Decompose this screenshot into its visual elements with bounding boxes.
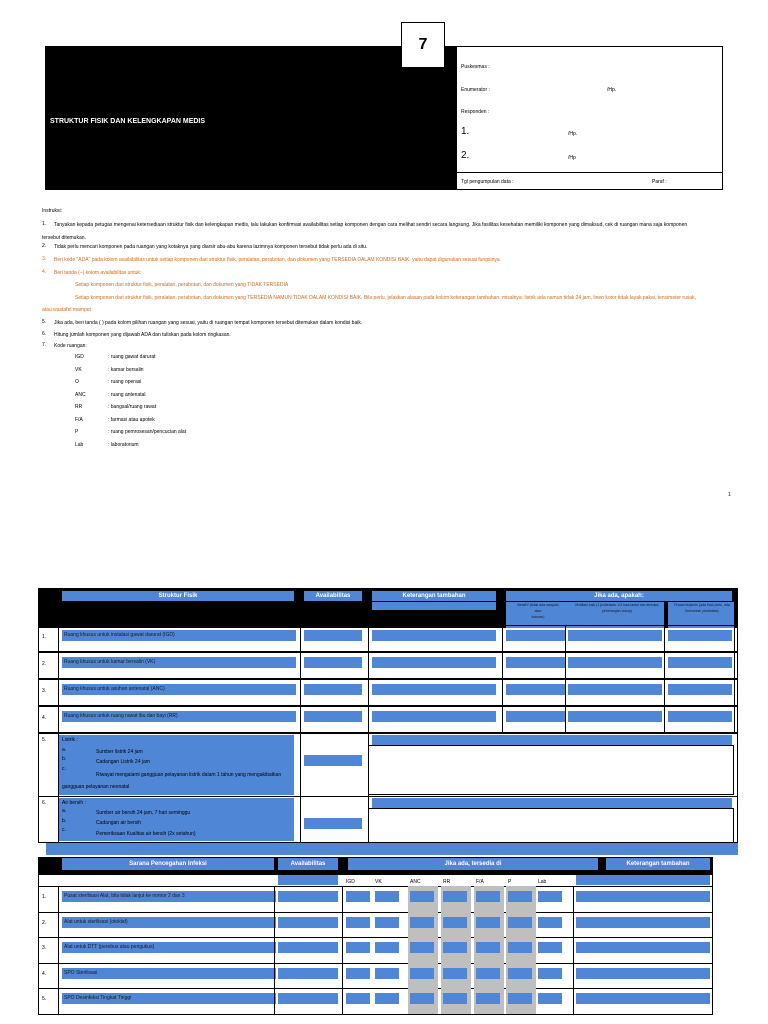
room-checkbox[interactable] [508, 891, 532, 902]
col-divider [573, 988, 574, 1014]
col-divider [734, 652, 735, 679]
page-number-box: 7 [401, 22, 445, 68]
col-divider [342, 886, 343, 912]
room-checkbox[interactable] [443, 942, 467, 953]
room-code: ANC [75, 391, 86, 398]
instr-1-num: 1. [42, 221, 47, 227]
listrik-availability-input[interactable] [304, 755, 362, 766]
listrik-b-mark: b. [62, 756, 67, 762]
col-divider [573, 937, 574, 963]
ventilasi-input[interactable] [568, 657, 662, 668]
room-checkbox[interactable] [410, 968, 434, 979]
keterangan-input[interactable] [576, 942, 710, 953]
instr-4b: Setiap komponen dari struktur fisik, peralatan, perabotan, dan dokumen yang TERSEDIA NAMUN TIDAK DALAM KONDISI BAIK. Bila perlu, jelaskan alasan pada kolom keterangan tambahan, misalnya: listrik ada namun tidak 24 jam, linen kotor tidak layak pakai, tensimeter rusak, [75, 295, 696, 301]
col-divider [565, 625, 566, 652]
room-header: RR [443, 879, 451, 885]
bersih-input[interactable] [506, 630, 566, 641]
sarana-item-label: SPO Sterilisasi [62, 968, 276, 979]
col-divider [368, 679, 369, 706]
instr-7: Kode ruangan: [54, 343, 87, 349]
room-checkbox[interactable] [410, 891, 434, 902]
col-divider [502, 652, 503, 679]
listrik-a-mark: a. [62, 747, 67, 753]
col-divider [300, 625, 301, 652]
col-divider [342, 912, 343, 938]
room-checkbox[interactable] [346, 942, 370, 953]
col-divider [502, 679, 503, 706]
instr-6: Hitung jumlah komponen yang dijawab ADA dan tuliskan pada kolom ringkasan. [54, 332, 231, 338]
col-divider [300, 706, 301, 733]
keterangan-input[interactable] [576, 891, 710, 902]
air-label: Air bersih : [62, 800, 86, 806]
room-checkbox[interactable] [346, 917, 370, 928]
row-number: 3. [42, 945, 47, 951]
table2-header-avail: Availabilitas [278, 858, 338, 870]
room-checkbox[interactable] [538, 917, 562, 928]
col-divider [664, 679, 665, 706]
table1-sub-ventilasi: Ventilasi baik (1 jendela/ac 1/3 luas lantai dan terbuka, penerangan cukup) [568, 602, 664, 628]
room-checkbox[interactable] [476, 942, 500, 953]
room-code: RR [75, 404, 83, 410]
bersih-input[interactable] [506, 711, 566, 722]
col-divider [274, 937, 275, 963]
air-c-mark: c. [62, 827, 66, 833]
room-checkbox[interactable] [443, 968, 467, 979]
room-checkbox[interactable] [410, 917, 434, 928]
instr-2-num: 2. [42, 243, 47, 249]
instructions-heading: Instruksi: [42, 208, 63, 214]
room-checkbox[interactable] [476, 917, 500, 928]
table1-header-jika: Jika ada, apakah: [506, 591, 732, 601]
col-divider [274, 988, 275, 1014]
availability-input[interactable] [278, 891, 338, 902]
availability-input[interactable] [304, 684, 362, 695]
room-checkbox[interactable] [476, 891, 500, 902]
col-divider [58, 937, 59, 963]
paraf-field[interactable]: Paraf : [652, 179, 667, 185]
keterangan-input[interactable] [372, 684, 496, 695]
room-checkbox[interactable] [538, 942, 562, 953]
responden-2-hp: /Hp [568, 155, 576, 161]
col-divider [274, 886, 275, 912]
listrik-label: Listrik : [62, 737, 78, 743]
col-divider [58, 706, 59, 733]
col-divider [664, 706, 665, 733]
table1-header-avail: Availabilitas [304, 591, 362, 601]
keterangan-input[interactable] [576, 993, 710, 1004]
table1-sub-privasi: Privasi terjamin (ada tirai/ pintu, ada tirai/sekat/ pembatas) [668, 602, 734, 628]
col-divider [274, 912, 275, 938]
room-code-desc: : ruang operasi [108, 379, 142, 385]
room-checkbox[interactable] [375, 917, 399, 928]
col-divider [664, 652, 665, 679]
col-divider [58, 733, 59, 843]
col-divider [502, 625, 503, 652]
col-divider [573, 912, 574, 938]
col-divider [58, 886, 59, 912]
room-checkbox[interactable] [443, 993, 467, 1004]
room-header: P [508, 879, 512, 885]
col-divider [573, 963, 574, 989]
col-divider [342, 963, 343, 989]
room-code: Lab [75, 441, 84, 448]
availability-input[interactable] [304, 630, 362, 641]
privasi-input[interactable] [668, 657, 732, 668]
sarana-item-label: SPO Desinfeksi Tingkat Tinggi [62, 993, 276, 1004]
table2-ket-col-head [576, 875, 710, 885]
room-checkbox[interactable] [375, 891, 399, 902]
instr-4c: atau wastafel mampet [42, 307, 91, 313]
table1-bottom-bar [46, 843, 738, 855]
room-checkbox[interactable] [538, 968, 562, 979]
room-checkbox[interactable] [508, 993, 532, 1004]
table1-header-ket: Keterangan tambahan [372, 591, 496, 601]
page-title: STRUKTUR FISIK DAN KELENGKAPAN MEDIS [50, 118, 206, 125]
sub1-a: Bersih* (tidak ada sampah [517, 603, 559, 607]
enumerator-field[interactable]: Enumerator : [461, 87, 490, 93]
listrik-c-mark: c. [62, 766, 66, 772]
privasi-input[interactable] [668, 711, 732, 722]
availability-input[interactable] [278, 917, 338, 928]
bersih-input[interactable] [506, 657, 566, 668]
privasi-input[interactable] [668, 684, 732, 695]
room-code: F/A [75, 416, 83, 423]
air-keterangan-area [368, 808, 734, 843]
col-divider [368, 652, 369, 679]
row-number: 2. [42, 661, 47, 667]
room-code: O [75, 379, 79, 385]
air-a-mark: a. [62, 808, 67, 814]
responden-1-hp: /Hp. [568, 131, 578, 137]
col-divider [502, 706, 503, 733]
instr-1: Tanyakan kepada petugas mengenai ketersediaan struktur fisik dan kelengkapan medis, lalu lakukan konfirmasi availabilitas setiap komponen dengan cara melihat sendiri secara langsung. Jika fasilitas kesehatan memiliki komponen yang dimaksud, cek di ruangan mana saja komponen [54, 222, 688, 228]
instr-7-num: 7. [42, 342, 47, 348]
bersih-input[interactable] [506, 684, 566, 695]
room-code-desc: : laboratorium [108, 441, 139, 448]
ventilasi-input[interactable] [568, 630, 662, 641]
room-code-desc: : kamar bersalin [108, 366, 144, 373]
room-checkbox[interactable] [443, 891, 467, 902]
col-divider [734, 625, 735, 652]
room-checkbox[interactable] [508, 917, 532, 928]
row-number: 5. [42, 996, 47, 1002]
instr-4-num: 4. [42, 269, 47, 275]
responden-2[interactable]: 2. [461, 150, 470, 161]
keterangan-input[interactable] [576, 917, 710, 928]
struktur-item-label: Ruang khusus untuk kamar bersalin (VK) [62, 657, 296, 668]
room-code-desc: : ruang antenatal [108, 391, 146, 398]
responden-field[interactable]: Responden : [461, 109, 490, 115]
room-checkbox[interactable] [375, 993, 399, 1004]
room-code-desc: : ruang pemrosesan/pencucian alat [108, 429, 187, 435]
listrik-c: Riwayat mengalami gangguan pelayanan listrik dalam 1 tahun yang mengakibatkan [96, 772, 282, 778]
instr-6-num: 6. [42, 331, 47, 337]
table2-header-ket: Keterangan tambahan [606, 858, 710, 870]
row-number: 6. [42, 800, 47, 806]
instr-4: Beri tanda (–) kolom availabilitas untuk: [54, 270, 142, 276]
table1-ket-sub [372, 602, 496, 610]
room-checkbox[interactable] [346, 968, 370, 979]
sarana-item-label: Alat untuk sterilisasi (otoklaf) [62, 917, 276, 928]
room-checkbox[interactable] [508, 942, 532, 953]
col-divider [565, 706, 566, 733]
col-divider [368, 733, 369, 843]
sub1-c: kotoran) [531, 615, 545, 619]
table1-header-struktur: Struktur Fisik [62, 591, 294, 601]
row-number: 4. [42, 970, 47, 977]
room-checkbox[interactable] [538, 993, 562, 1004]
responden-1[interactable]: 1. [461, 126, 470, 137]
table2-header-sarana: Sarana Pencegahan Infeksi [62, 858, 274, 870]
col-divider [58, 625, 59, 652]
instr-4a: Setiap komponen dari struktur fisik, peralatan, perabotan, dan dokumen yang TIDAK TERSEDIA [75, 282, 289, 288]
row-number: 2. [42, 919, 47, 926]
enumerator-hp: /Hp. [607, 87, 617, 93]
col-divider [565, 679, 566, 706]
tgl-pengumpulan[interactable]: Tgl pengumpulan data : [461, 179, 514, 185]
listrik-b: Cadangan Listrik 24 jam [96, 759, 150, 765]
col-divider [58, 652, 59, 679]
sub1-b: atau [534, 609, 542, 613]
listrik-c2: gangguan pelayanan neonatal [62, 784, 130, 790]
room-checkbox[interactable] [346, 891, 370, 902]
keterangan-input[interactable] [372, 630, 496, 641]
room-checkbox[interactable] [410, 993, 434, 1004]
struktur-item-label: Ruang khusus untuk instalasi gawat darurat (IGD) [62, 630, 296, 641]
col-divider [274, 963, 275, 989]
info-box [455, 46, 723, 190]
air-a: Sumber air bersih 24 jam, 7 hari seminggu [96, 810, 191, 816]
col-divider [734, 706, 735, 733]
table2-avail-col-head [278, 875, 338, 885]
listrik-keterangan-area [368, 745, 734, 795]
room-checkbox[interactable] [443, 917, 467, 928]
instr-5-num: 5. [42, 319, 47, 325]
room-header: ANC [410, 879, 421, 885]
room-code-desc: : farmasi atau apotek [108, 416, 155, 423]
listrik-a: Sumber listrik 24 jam [96, 749, 143, 755]
row-number: 4. [42, 715, 47, 721]
struktur-fisik-table [38, 588, 738, 848]
ventilasi-input[interactable] [568, 684, 662, 695]
instr-3: Beri kode "ADA" pada kolom availabilitas untuk setiap komponen dari struktur fisik, peralatan, perabotan, dan dokumen yang TERSEDIA DALAM KONDISI BAIK, yaitu dapat digunakan sesuai fungsinya. [54, 257, 502, 263]
col-divider [342, 937, 343, 963]
row-number: 1. [42, 634, 47, 640]
air-keterangan-input[interactable] [372, 798, 732, 808]
room-header: IGD [346, 879, 355, 885]
keterangan-input[interactable] [576, 968, 710, 979]
row-number: 3. [42, 688, 47, 694]
col-divider [573, 886, 574, 912]
room-code: P [75, 429, 79, 435]
col-divider [300, 733, 301, 843]
room-header: F/A [476, 879, 484, 885]
col-divider [734, 679, 735, 706]
room-code-desc: : bangsal/ruang rawat [108, 404, 157, 410]
table2-header-jika: Jika ada, tersedia di [348, 858, 598, 870]
struktur-item-label: Ruang khusus untuk ruang rawat ibu dan bayi (RR) [62, 711, 296, 722]
room-code: VK [75, 366, 82, 373]
col-divider [565, 652, 566, 679]
room-header: Lab [538, 879, 547, 885]
sarana-item-label: Alat untuk DTT (perebus atau pengukus) [62, 942, 276, 953]
info-divider [455, 172, 723, 173]
air-availability-input[interactable] [304, 818, 362, 829]
col-divider [58, 963, 59, 989]
col-divider [300, 652, 301, 679]
ventilasi-input[interactable] [568, 711, 662, 722]
availability-input[interactable] [304, 711, 362, 722]
instr-5: Jika ada, beri tanda ( ) pada kolom pilihan ruangan yang sesuai, yaitu di ruangan tempat komponen tersebut ditemukan dalam kondisi baik. [54, 320, 363, 326]
page-number: 1 [728, 492, 731, 498]
room-checkbox[interactable] [508, 968, 532, 979]
air-c: Pemeriksaan Kualitas air bersih (2x setahun) [96, 831, 196, 837]
col-divider [664, 625, 665, 652]
instr-1b: tersebut ditemukan. [42, 235, 86, 241]
col-divider [300, 679, 301, 706]
struktur-item-label: Ruang khusus untuk asuhan antenatal (ANC) [62, 684, 296, 695]
sarana-pencegahan-table [38, 855, 738, 1015]
sarana-item-label: Pusat sterilisasi Alat, bila tidak lanjut ke nomor 2 dan 3 [62, 891, 276, 902]
room-checkbox[interactable] [410, 942, 434, 953]
instr-2: Tidak perlu mencari komponen pada ruangan yang kotaknya yang diarsir abu-abu karena lazimnya komponen tersebut tidak perlu ada di situ. [54, 244, 368, 250]
room-code-desc: : ruang gawat darurat [108, 354, 156, 360]
room-checkbox[interactable] [375, 968, 399, 979]
room-checkbox[interactable] [375, 942, 399, 953]
room-checkbox[interactable] [538, 891, 562, 902]
air-b: Cadangan air bersih [96, 820, 142, 826]
room-checkbox[interactable] [476, 993, 500, 1004]
row-number: 5. [42, 737, 47, 743]
availability-input[interactable] [278, 993, 338, 1004]
row-number: 1. [42, 894, 47, 900]
availability-input[interactable] [278, 942, 338, 953]
availability-input[interactable] [278, 968, 338, 979]
col-divider [368, 625, 369, 652]
col-divider [58, 988, 59, 1014]
keterangan-input[interactable] [372, 657, 496, 668]
instr-3-num: 3. [42, 256, 47, 262]
room-header: VK [375, 879, 382, 885]
privasi-input[interactable] [668, 630, 732, 641]
room-checkbox[interactable] [476, 968, 500, 979]
keterangan-input[interactable] [372, 711, 496, 722]
col-divider [342, 988, 343, 1014]
room-code: IGD [75, 354, 84, 360]
col-divider [58, 679, 59, 706]
listrik-keterangan-input[interactable] [372, 735, 732, 745]
air-b-mark: b. [62, 818, 67, 824]
availability-input[interactable] [304, 657, 362, 668]
room-checkbox[interactable] [346, 993, 370, 1004]
col-divider [368, 706, 369, 733]
col-divider [58, 912, 59, 938]
puskesmas-field[interactable]: Puskesmas : [461, 64, 490, 70]
